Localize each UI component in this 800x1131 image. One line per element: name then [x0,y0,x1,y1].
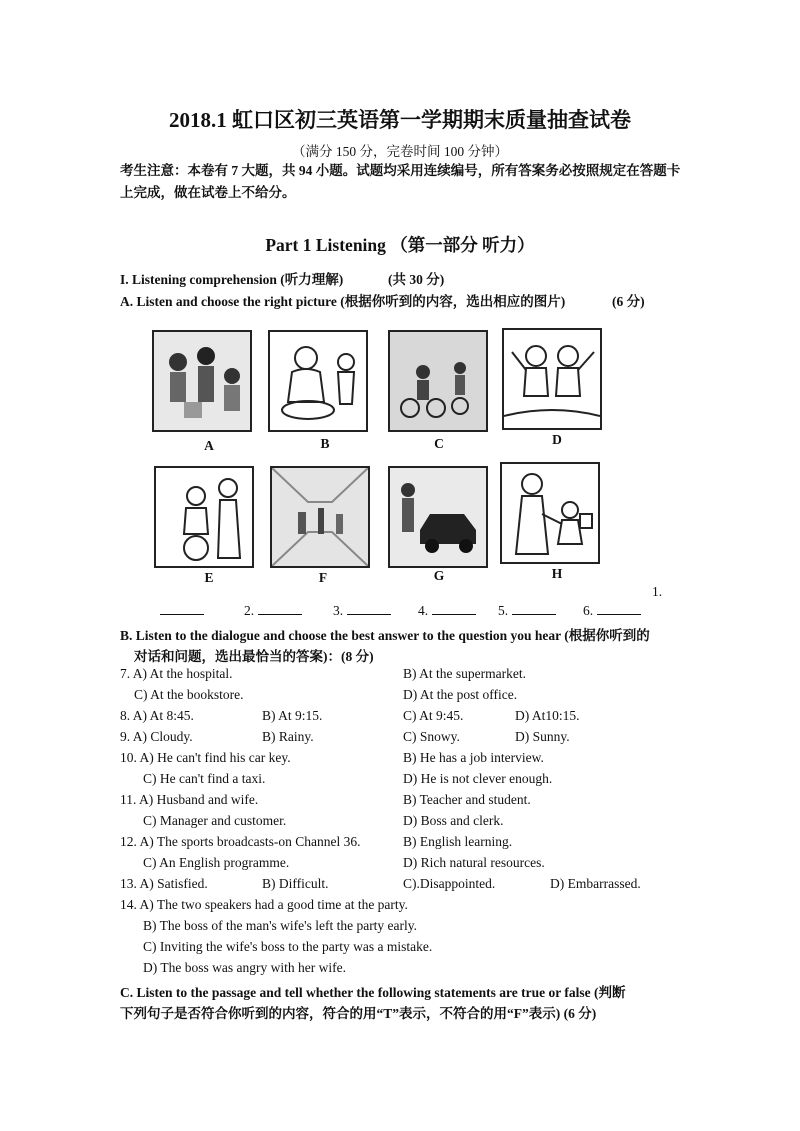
answer-number-3: 3. [333,603,344,618]
sectionB-heading-line2: 对话和问题，选出最恰当的答案)：(8 分) [134,649,374,664]
q10-option-d: D) He is not clever enough. [403,771,553,786]
answer-blank-3[interactable] [347,602,391,615]
q12-option-c: C) An English programme. [143,855,290,870]
picture-label-d: D [552,432,562,447]
q11-option-b: B) Teacher and student. [403,792,531,807]
q12-option-a: 12. A) The sports broadcasts-on Channel 36. [120,834,361,849]
wheelchair-picture [154,466,254,568]
q12-option-b: B) English learning. [403,834,513,849]
part1-title: Part 1 Listening （第一部分 听力） [265,235,535,255]
q10-option-b: B) He has a job interview. [403,750,544,765]
q14-option-d: D) The boss was angry with her wife. [143,960,346,975]
section1-heading: I. Listening comprehension (听力理解) [120,272,344,287]
q13-option-a: 13. A) Satisfied. [120,876,208,891]
exam-title: 2018.1 虹口区初三英语第一学期期末质量抽查试卷 [169,108,631,132]
q14-option-b: B) The boss of the man's wife's left the party early. [143,918,418,933]
q9-option-a: 9. A) Cloudy. [120,729,193,744]
q11-option-a: 11. A) Husband and wife. [120,792,259,807]
answer-blank-1[interactable] [160,602,204,615]
answer-number-1: 1. [652,584,663,599]
q11-option-d: D) Boss and clerk. [403,813,504,828]
answer-blank-5[interactable] [512,602,556,615]
section1-points: (共 30 分) [388,272,445,287]
answer-number-4: 4. [418,603,429,618]
q13-option-c: C).Disappointed. [403,876,496,891]
q7-option-a: 7. A) At the hospital. [120,666,233,681]
answer-number-6: 6. [583,603,594,618]
toy-car-picture [388,466,488,568]
q7-option-b: B) At the supermarket. [403,666,526,681]
answer-number-2: 2. [244,603,255,618]
q8-option-b: B) At 9:15. [262,708,323,723]
q9-option-c: C) Snowy. [403,729,460,744]
woman-with-girl-picture [500,462,600,564]
q8-option-a: 8. A) At 8:45. [120,708,194,723]
sectionA-points: (6 分) [612,294,645,309]
q11-option-c: C) Manager and customer. [143,813,287,828]
answer-blank-4[interactable] [432,602,476,615]
sectionA-heading: A. Listen and choose the right picture (根据你听到的内容，选出相应的图片) [120,294,566,309]
cyclists-picture [388,330,488,432]
woman-washing-picture [268,330,368,432]
q10-option-c: C) He can't find a taxi. [143,771,266,786]
corridor-picture [270,466,370,568]
q14-option-a: 14. A) The two speakers had a good time at the party. [120,897,408,912]
picture-label-b: B [320,436,330,451]
q8-option-c: C) At 9:45. [403,708,464,723]
q12-option-d: D) Rich natural resources. [403,855,545,870]
q7-option-c: C) At the bookstore. [134,687,244,702]
q13-option-b: B) Difficult. [262,876,329,891]
q7-option-d: D) At the post office. [403,687,518,702]
girls-shopping-picture [152,330,252,432]
sectionC-heading-line1: C. Listen to the passage and tell whether the following statements are true or false (判断 [120,985,626,1000]
picture-label-c: C [434,436,444,451]
picture-label-e: E [204,570,214,585]
picture-label-h: H [551,566,563,581]
answer-blank-6[interactable] [597,602,641,615]
picture-label-g: G [433,568,445,583]
exam-subtitle: （满分 150 分，完卷时间 100 分钟） [292,144,508,159]
sectionB-heading-line1: B. Listen to the dialogue and choose the best answer to the question you hear (根据你听到的 [120,628,650,643]
q9-option-b: B) Rainy. [262,729,314,744]
q9-option-d: D) Sunny. [515,729,570,744]
q13-option-d: D) Embarrassed. [550,876,641,891]
answer-blank-2[interactable] [258,602,302,615]
picture-label-a: A [204,438,214,453]
q10-option-a: 10. A) He can't find his car key. [120,750,291,765]
q8-option-d: D) At10:15. [515,708,580,723]
sectionC-heading-line2: 下列句子是否符合你听到的内容，符合的用“T”表示，不符合的用“F”表示) (6 分) [120,1006,597,1021]
exam-notice: 考生注意：本卷有 7 大题，共 94 小题。试题均采用连续编号，所有答案务必按照规定在答题卡上完成，做在试卷上不给分。 [120,163,681,200]
q14-option-c: C) Inviting the wife's boss to the party was a mistake. [143,939,433,954]
picture-label-f: F [318,570,328,585]
answer-number-5: 5. [498,603,509,618]
kids-waving-picture [502,328,602,430]
